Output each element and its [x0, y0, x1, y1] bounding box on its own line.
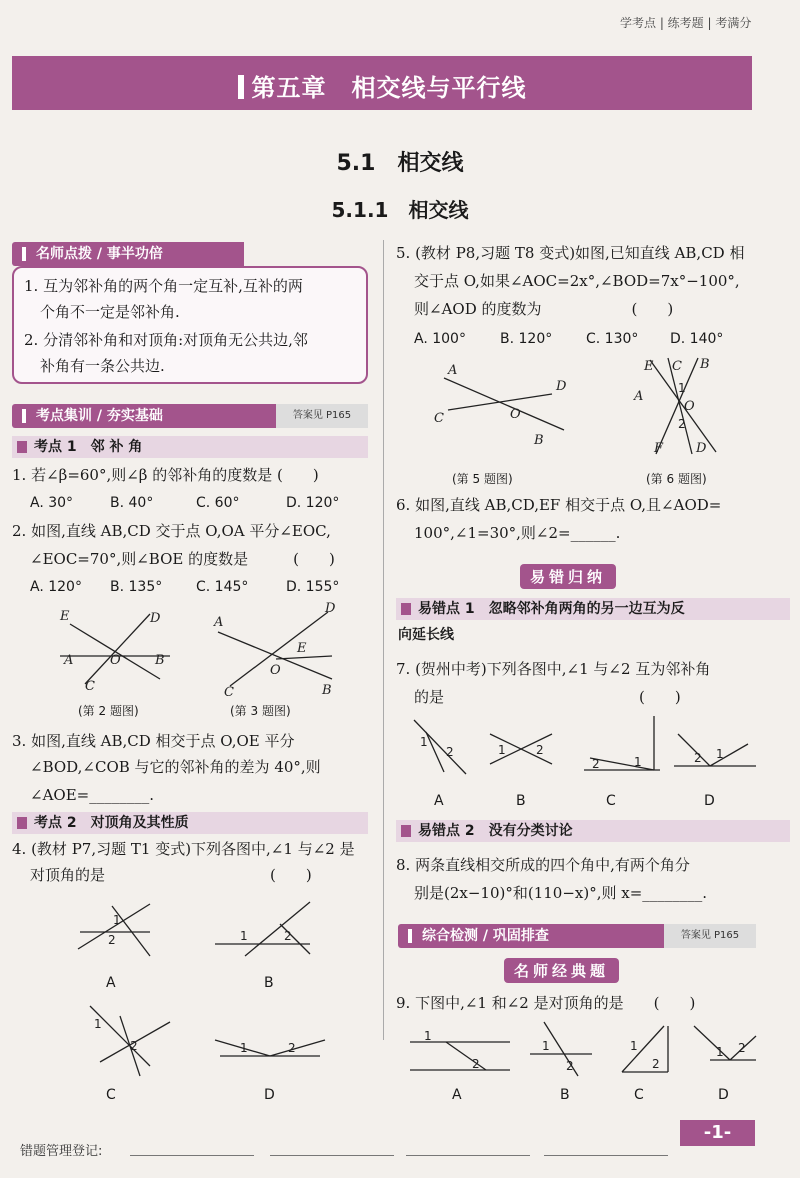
svg-text:1: 1 — [240, 929, 248, 943]
page-number: -1- — [680, 1120, 755, 1146]
footer-line — [406, 1155, 530, 1156]
tip-line: 1. 互为邻补角的两个角一定互补,互补的两 — [24, 277, 303, 295]
svg-text:O: O — [510, 407, 521, 422]
q6-text: 100°,∠1=30°,则∠2=______. — [414, 524, 621, 542]
svg-text:1: 1 — [420, 735, 428, 749]
q5-option: D. 140° — [670, 331, 724, 347]
training-header — [12, 404, 368, 428]
q2-option: D. 155° — [286, 579, 340, 595]
chapter-title: 第五章 相交线与平行线 — [251, 74, 527, 102]
q5-option: B. 120° — [500, 331, 553, 347]
q2-option: C. 145° — [196, 579, 249, 595]
figure-q9-d — [690, 1020, 760, 1070]
errors-tag — [520, 564, 616, 589]
q7-letter: D — [704, 793, 715, 809]
svg-text:2: 2 — [652, 1057, 660, 1071]
figure-q9-a — [406, 1026, 516, 1076]
review-header — [398, 924, 756, 948]
svg-text:2: 2 — [472, 1057, 480, 1071]
svg-text:A: A — [214, 615, 224, 630]
svg-text:D: D — [325, 601, 336, 616]
err2-title: 易错点 2 没有分类讨论 — [418, 823, 573, 839]
svg-text:A: A — [448, 363, 458, 378]
err1-title: 易错点 1 忽略邻补角两角的另一边互为反 — [418, 601, 685, 617]
column-divider — [383, 240, 384, 1040]
q1-option: D. 120° — [286, 495, 340, 511]
figure-q4-c — [80, 996, 180, 1076]
svg-text:1: 1 — [542, 1039, 550, 1053]
q5-text: 交于点 O,如果∠AOC=2x°,∠BOD=7x°−100°, — [414, 272, 740, 290]
q6-text: 6. 如图,直线 AB,CD,EF 相交于点 O,且∠AOD= — [396, 496, 722, 514]
bar-icon — [22, 247, 26, 261]
pause-icon — [17, 441, 27, 453]
q7-text: 的是 ( ) — [414, 688, 681, 706]
training-title: 考点集训 / 夯实基础 — [36, 408, 163, 424]
svg-text:1: 1 — [630, 1039, 638, 1053]
svg-text:1: 1 — [716, 747, 724, 761]
q7-letter: C — [606, 793, 616, 809]
svg-text:2: 2 — [678, 417, 686, 431]
kp1-title: 考点 1 邻 补 角 — [34, 439, 143, 455]
q3-text: ∠BOD,∠COB 与它的邻补角的差为 40°,则 — [30, 758, 321, 776]
svg-text:O: O — [270, 663, 281, 678]
q5-text: 则∠AOD 的度数为 ( ) — [414, 300, 674, 318]
q1-option: B. 40° — [110, 495, 154, 511]
svg-text:O: O — [110, 653, 121, 668]
footer-line — [544, 1155, 668, 1156]
bar-icon — [22, 409, 26, 423]
tips-header — [12, 242, 244, 266]
figure-q4-a — [70, 894, 160, 964]
q9-letter: D — [718, 1087, 729, 1103]
tip-line: 个角不一定是邻补角. — [40, 303, 180, 321]
figure-q7-d — [670, 730, 760, 774]
q1-option: C. 60° — [196, 495, 240, 511]
svg-text:2: 2 — [130, 1039, 138, 1053]
subsection-title: 5.1.1 相交线 — [331, 198, 469, 222]
svg-text:2: 2 — [284, 929, 292, 943]
q1-option: A. 30° — [30, 495, 74, 511]
svg-text:1: 1 — [424, 1029, 432, 1043]
q8-text: 8. 两条直线相交所成的四个角中,有两个角分 — [396, 856, 690, 874]
q9-text: 9. 下图中,∠1 和∠2 是对顶角的是 ( ) — [396, 994, 696, 1012]
svg-text:C: C — [224, 685, 234, 700]
fig2-caption: (第 2 题图) — [78, 704, 139, 718]
svg-text:2: 2 — [566, 1059, 574, 1073]
svg-text:1: 1 — [678, 381, 686, 395]
err2-header — [396, 820, 790, 842]
fig5-caption: (第 5 题图) — [452, 472, 513, 486]
q2-option: A. 120° — [30, 579, 82, 595]
banner-bar-icon — [238, 75, 244, 99]
q9-letter: C — [634, 1087, 644, 1103]
q8-text: 别是(2x−10)°和(110−x)°,则 x=________. — [414, 884, 708, 902]
pause-icon — [401, 825, 411, 837]
footer-label: 错题管理登记: — [20, 1144, 103, 1159]
svg-text:2: 2 — [446, 745, 454, 759]
tips-box — [12, 266, 368, 384]
pause-icon — [401, 603, 411, 615]
svg-text:C: C — [85, 679, 95, 694]
figure-q4-b — [210, 894, 320, 964]
svg-text:2: 2 — [108, 933, 116, 947]
svg-text:2: 2 — [694, 751, 702, 765]
answer-ref: 答案见 P165 — [276, 404, 368, 428]
tips-title: 名师点拨 / 事半功倍 — [36, 246, 163, 262]
svg-text:1: 1 — [113, 913, 121, 927]
footer-line — [270, 1155, 394, 1156]
svg-text:C: C — [672, 359, 682, 374]
q4-text: 对顶角的是 ( ) — [30, 866, 312, 884]
svg-text:E: E — [644, 359, 654, 374]
err1-title-cont: 向延长线 — [398, 627, 454, 643]
kp2-title: 考点 2 对顶角及其性质 — [34, 815, 189, 831]
svg-text:B: B — [534, 433, 544, 448]
svg-text:A: A — [64, 653, 74, 668]
tip-line: 补角有一条公共边. — [40, 357, 165, 375]
svg-text:C: C — [434, 411, 444, 426]
review-tag — [504, 958, 619, 983]
errors-tag-label: 易错归纳 — [520, 564, 616, 589]
q2-option: B. 135° — [110, 579, 163, 595]
figure-q2 — [50, 604, 180, 694]
pause-icon — [17, 817, 27, 829]
q7-text: 7. (贺州中考)下列各图中,∠1 与∠2 互为邻补角 — [396, 660, 711, 678]
svg-text:E: E — [297, 641, 307, 656]
figure-q5 — [424, 360, 574, 450]
svg-text:D: D — [696, 441, 707, 456]
svg-text:1: 1 — [634, 755, 642, 769]
svg-text:O: O — [684, 399, 695, 414]
q3-text: ∠AOE=________. — [30, 786, 154, 804]
svg-text:2: 2 — [288, 1041, 296, 1055]
q4-letter: B — [264, 975, 274, 991]
q4-letter: C — [106, 1087, 116, 1103]
q9-letter: B — [560, 1087, 570, 1103]
bar-icon — [408, 929, 412, 943]
err1-header — [396, 598, 790, 620]
review-title: 综合检测 / 巩固排查 — [422, 928, 549, 944]
q5-option: C. 130° — [586, 331, 639, 347]
q7-letter: B — [516, 793, 526, 809]
tip-line: 2. 分清邻补角和对顶角:对顶角无公共边,邻 — [24, 331, 308, 349]
q4-letter: A — [106, 975, 116, 991]
svg-text:B: B — [700, 357, 710, 372]
q9-letter: A — [452, 1087, 462, 1103]
figure-q7-a — [406, 716, 476, 776]
q4-text: 4. (教材 P7,习题 T1 变式)下列各图中,∠1 与∠2 是 — [12, 840, 355, 858]
q1-text: 1. 若∠β=60°,则∠β 的邻补角的度数是 ( ) — [12, 466, 319, 484]
q2-text: 2. 如图,直线 AB,CD 交于点 O,OA 平分∠EOC, — [12, 522, 331, 540]
svg-text:2: 2 — [738, 1041, 746, 1055]
figure-q9-b — [526, 1018, 596, 1078]
figure-q3 — [210, 601, 340, 700]
fig3-caption: (第 3 题图) — [230, 704, 291, 718]
svg-text:B: B — [322, 683, 332, 698]
svg-text:B: B — [155, 653, 165, 668]
answer-ref: 答案见 P165 — [664, 924, 756, 948]
figure-q7-b — [486, 726, 556, 770]
q5-option: A. 100° — [414, 331, 466, 347]
q5-text: 5. (教材 P8,习题 T8 变式)如图,已知直线 AB,CD 相 — [396, 244, 745, 262]
footer-line — [130, 1155, 254, 1156]
header-tagline: 学考点 | 练考题 | 考满分 — [620, 16, 752, 30]
fig6-caption: (第 6 题图) — [646, 472, 707, 486]
svg-text:2: 2 — [592, 757, 600, 771]
svg-text:1: 1 — [716, 1045, 724, 1059]
review-tag-label: 名师经典题 — [504, 958, 619, 983]
q4-letter: D — [264, 1087, 275, 1103]
svg-text:F: F — [654, 441, 664, 456]
svg-text:1: 1 — [240, 1041, 248, 1055]
svg-text:2: 2 — [536, 743, 544, 757]
q7-letter: A — [434, 793, 444, 809]
chapter-banner — [12, 56, 752, 110]
section-title: 5.1 相交线 — [336, 151, 464, 176]
q3-text: 3. 如图,直线 AB,CD 相交于点 O,OE 平分 — [12, 732, 295, 750]
svg-text:D: D — [556, 379, 567, 394]
figure-q6 — [628, 356, 738, 456]
figure-q9-c — [614, 1020, 674, 1078]
svg-text:A: A — [634, 389, 644, 404]
svg-text:E: E — [60, 609, 70, 624]
svg-text:1: 1 — [498, 743, 506, 757]
figure-q7-c — [574, 712, 664, 774]
svg-text:1: 1 — [94, 1017, 102, 1031]
kp2-header — [12, 812, 368, 834]
kp1-header — [12, 436, 368, 458]
svg-text:D: D — [150, 611, 161, 626]
q2-text: ∠EOC=70°,则∠BOE 的度数是 ( ) — [30, 550, 335, 568]
figure-q4-d — [210, 1020, 330, 1070]
